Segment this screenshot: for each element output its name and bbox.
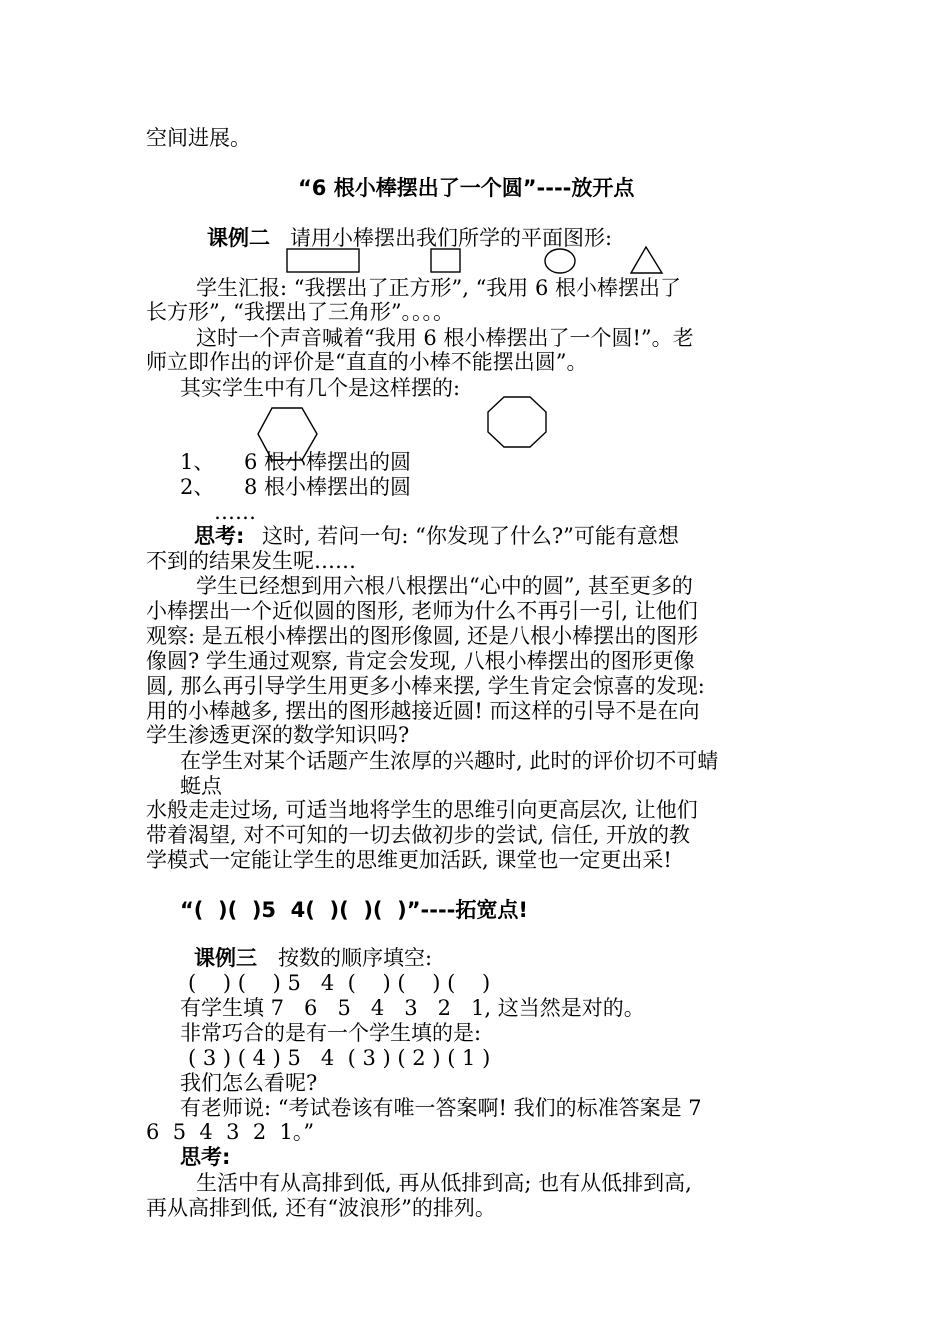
- think-line-1: 这时, 若问一句: “你发现了什么?”可能有意想: [262, 524, 679, 548]
- example-text-3: 按数的顺序填空:: [278, 946, 433, 970]
- para-line-4: 像圆? 学生通过观察, 肯定会发现, 八根小棒摆出的图形更像: [146, 649, 695, 673]
- list-num-2: 2、: [180, 475, 215, 499]
- example-label-3: 课例三: [194, 946, 257, 970]
- list-text-2: 8 根小棒摆出的圆: [244, 475, 412, 499]
- interest-line-2: 蜓点: [180, 774, 222, 798]
- teacher-line-2: 6 5 4 3 2 1。”: [146, 1120, 315, 1144]
- para-line-3: 观察: 是五根小棒摆出的图形像圆, 还是八根小棒摆出的图形: [146, 624, 699, 648]
- list-text-1: 6 根小棒摆出的圆: [244, 450, 412, 474]
- top-line: 空间进展。: [146, 126, 251, 150]
- circle-shape: [544, 248, 578, 276]
- rectangle-shape: [286, 248, 361, 274]
- answer-normal: 有学生填 7 6 5 4 3 2 1, 这当然是对的。: [180, 996, 645, 1020]
- final-line-1: 水般走走过场, 可适当地将学生的思维引向更高层次, 让他们: [146, 798, 698, 822]
- para-line-6: 用的小棒越多, 摆出的图形越接近圆! 而这样的引导不是在向: [146, 699, 700, 723]
- life-line-1: 生活中有从高排到低, 再从低排到高; 也有从低排到高,: [196, 1171, 692, 1195]
- list-num-1: 1、: [180, 450, 215, 474]
- para-line-5: 圆, 那么再引导学生用更多小棒来摆, 学生肯定会惊喜的发现:: [146, 674, 705, 698]
- think-label-1: 思考:: [194, 524, 245, 548]
- para-line-1: 学生已经想到用六根八根摆出“心中的圆”, 甚至更多的: [196, 574, 693, 598]
- how-line: 我们怎么看呢?: [180, 1071, 318, 1095]
- think-line-2: 不到的结果发生呢……: [146, 549, 356, 573]
- octagon-shape: [487, 396, 549, 450]
- actually-line: 其实学生中有几个是这样摆的:: [180, 376, 461, 400]
- final-line-2: 带着渴望, 对不可知的一切去做初步的尝试, 信任, 开放的教: [146, 823, 691, 847]
- think-label-2: 思考:: [180, 1145, 231, 1169]
- answer-alt: ( 3 ) ( 4 ) 5 4 ( 3 ) ( 2 ) ( 1 ): [188, 1046, 491, 1070]
- interest-line-1: 在学生对某个话题产生浓厚的兴趣时, 此时的评价切不可蜻: [180, 749, 719, 773]
- para-line-7: 学生渗透更深的数学知识吗?: [146, 723, 410, 747]
- para-line-2: 小棒摆出一个近似圆的图形, 老师为什么不再引一引, 让他们: [146, 599, 698, 623]
- teacher-line-1: 有老师说: “考试卷该有唯一答案啊! 我们的标准答案是 7: [180, 1096, 702, 1120]
- example-label-2: 课例二: [207, 226, 270, 250]
- section-heading-1: “6 根小棒摆出了一个圆”----放开点: [298, 176, 635, 200]
- square-shape: [430, 248, 462, 274]
- coincidence-line: 非常巧合的是有一个学生填的是:: [180, 1021, 482, 1045]
- report-line-2: 长方形”, “我摆出了三角形”。。。。: [146, 300, 455, 324]
- section-heading-2: “( )( )5 4( )( )( )”----拓宽点!: [180, 898, 528, 922]
- ellipsis: ……: [214, 500, 256, 524]
- example-text-2: 请用小棒摆出我们所学的平面图形:: [290, 226, 613, 250]
- final-line-3: 学模式一定能让学生的思维更加活跃, 课堂也一定更出采!: [146, 848, 672, 872]
- blanks-line: ( ) ( ) 5 4 ( ) ( ) ( ): [188, 971, 491, 995]
- voice-line-2: 师立即作出的评价是“直直的小棒不能摆出圆”。: [146, 350, 588, 374]
- report-line-1: 学生汇报: “我摆出了正方形”, “我用 6 根小棒摆出了: [196, 276, 682, 300]
- voice-line-1: 这时一个声音喊着“我用 6 根小棒摆出了一个圆!”。老: [196, 326, 694, 350]
- triangle-shape: [630, 246, 664, 276]
- life-line-2: 再从高排到低, 还有“波浪形”的排列。: [146, 1196, 496, 1220]
